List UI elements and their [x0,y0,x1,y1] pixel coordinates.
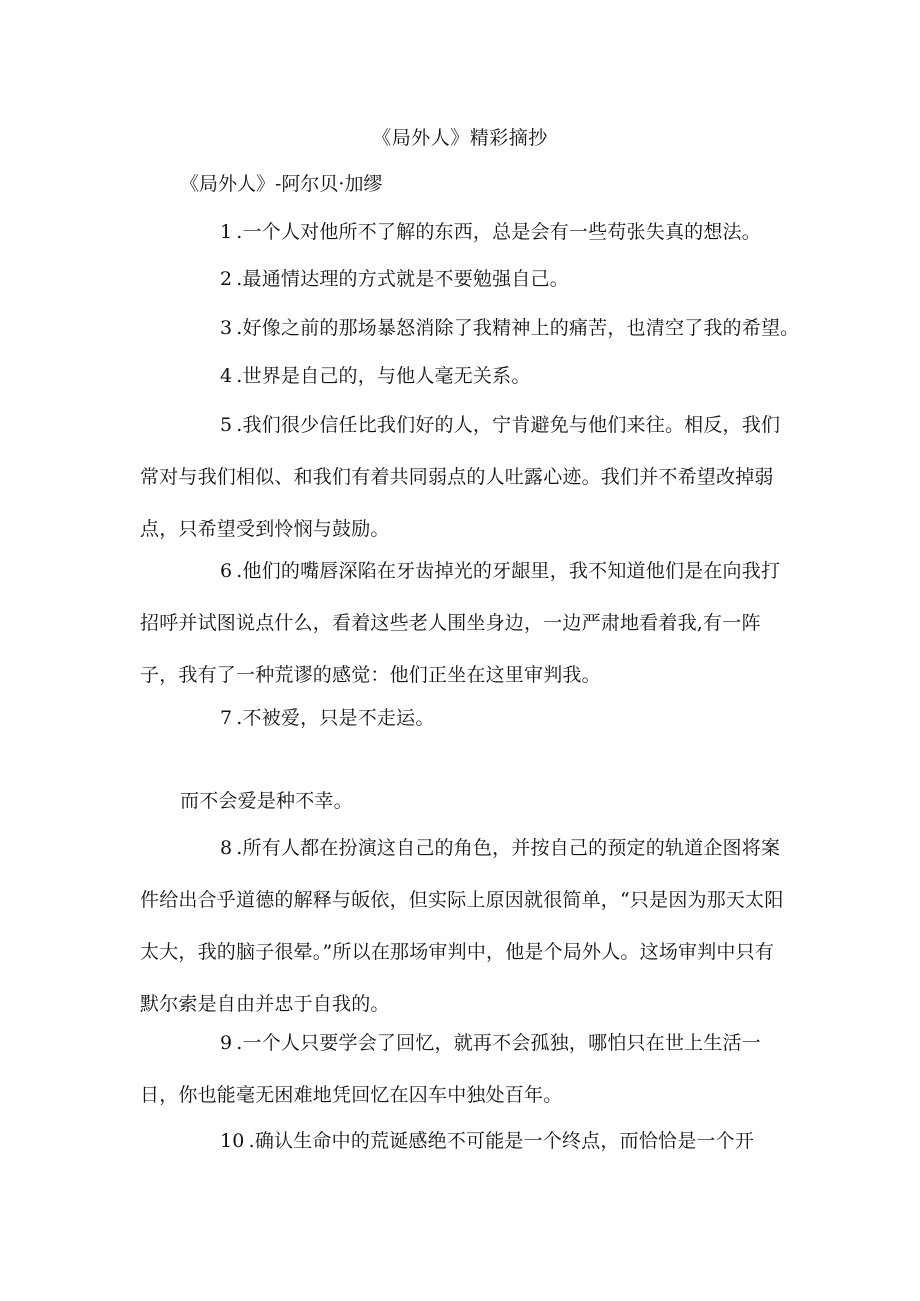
quote-paragraph [140,822,785,1030]
quote-text: .所有人都在扮演这自己的角色，并按自己的预定的轨道企图将案件给出合乎道德的解释与皈依，但实际上原因就很简单，“只是因为那天太阳太大，我的脑子很晕。”所以在那场审判中，他是个局外人。这场审判中只有默尔索是自由并忠于自我的。 [140,837,784,1015]
quote-text: 而不会爱是种不幸。 [180,790,353,812]
quote-text: .一个人只要学会了回忆，就再不会孤独，哪怕只在世上生活一日，你也能毫无困难地凭回忆在囚车中独处百年。 [140,1032,761,1106]
quote-text: .一个人对他所不了解的东西，总是会有一些苟张失真的想法。 [236,221,761,243]
quote-number: 3 [220,317,233,339]
quote-paragraph [140,350,785,402]
quote-text: .确认生命中的荒诞感绝不可能是一个终点，而恰恰是一个开 [248,1130,755,1152]
quote-number: 5 [220,414,233,436]
quote-paragraph [140,1115,785,1167]
quote-number: 6 [220,560,233,582]
quote-paragraph-continuation [140,775,785,827]
quote-number: 7 [220,707,233,729]
quote-text: .他们的嘴唇深陷在牙齿掉光的牙龈里，我不知道他们是在向我打招呼并试图说点什么，看着这些老人围坐身边，一边严肃地看着我,有一阵子，我有了一种荒谬的感觉：他们正坐在这里审判我。 [140,560,781,686]
quote-text: .好像之前的那场暴怒消除了我精神上的痛苦，也清空了我的希望。 [236,317,800,339]
quote-paragraph [140,1017,785,1121]
quote-text: .我们很少信任比我们好的人，宁肯避免与他们来往。相反，我们常对与我们相似、和我们有着共同弱点的人吐露心迹。我们并不希望改掉弱点，只希望受到怜悯与鼓励。 [140,414,781,540]
page-title: 《局外人》精彩摘抄 [372,127,548,149]
quote-text: .最通情达理的方式就是不要勉强自己。 [236,268,569,290]
quote-number: 2 [220,268,233,290]
quote-text: .世界是自己的，与他人毫无关系。 [236,365,531,387]
quote-paragraph [140,545,785,701]
quote-number: 1 [220,221,233,243]
quote-number: 10 [220,1130,245,1152]
quote-paragraph [140,253,785,305]
quote-text: .不被爱，只是不走运。 [236,707,435,729]
quote-paragraph [140,302,800,354]
quote-number: 8 [220,837,233,859]
quote-paragraph [140,399,785,555]
quote-paragraph [140,692,785,744]
page-subtitle: 《局外人》-阿尔贝·加缪 [180,173,383,195]
quote-number: 9 [220,1032,233,1054]
quote-number: 4 [220,365,233,387]
quote-paragraph [140,206,785,258]
